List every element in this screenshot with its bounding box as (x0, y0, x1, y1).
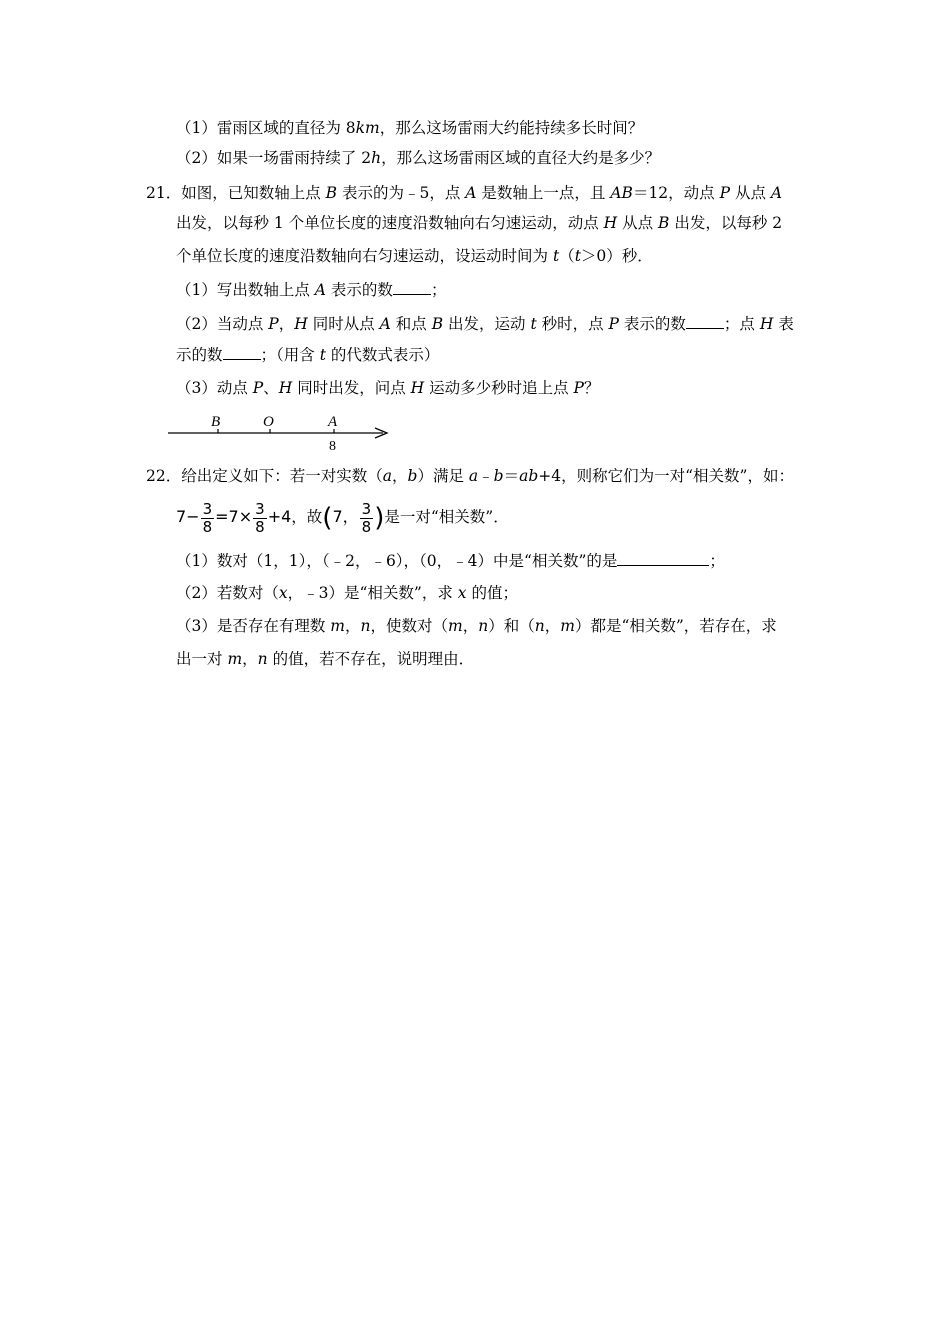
fraction: $\frac{3}{8}$ (255, 499, 265, 536)
q21-sub2: （2）当动点 P，H 同时从点 A 和点 B 出发，运动 t 秒时，点 P 表示的数 ；点 H 表 (176, 312, 794, 336)
label-o: O (263, 414, 274, 430)
q22-sub1: （1）数对（1，1），（﹣2，﹣6），（0，﹣4）中是“相关数”的是 ； (176, 549, 725, 573)
question-number: 21． (146, 184, 182, 202)
q21-stem-line2: 出发，以每秒 1 个单位长度的速度沿数轴向右匀速运动，动点 H 从点 B 出发，以每秒 2 (176, 214, 783, 232)
answer-blank[interactable] (617, 549, 709, 566)
q21-sub1: （1）写出数轴上点 A 表示的数 ； (176, 278, 446, 302)
q22-stem-line1: 22．给出定义如下：若一对实数（a，b）满足 a﹣b＝ab+4，则称它们为一对“相关数”，如： (146, 467, 794, 485)
answer-blank[interactable] (686, 312, 724, 329)
q22-example: 7− $\frac{3}{8}$ =7× $\frac{3}{8}$ +4，故(7， $\frac{3}{8}$ )是一对“相关数”． (176, 499, 509, 536)
q21-stem-line1: 21．如图，已知数轴上点 B 表示的为﹣5，点 A 是数轴上一点，且 AB＝12，动点 P 从点 A (146, 184, 783, 202)
q22-sub3: （3）是否存在有理数 m，n，使数对（m，n）和（n，m）都是“相关数”，若存在，求 (176, 617, 777, 635)
label-b: B (211, 414, 221, 430)
fraction: $\frac{3}{8}$ (202, 499, 213, 536)
label-a: A (328, 414, 338, 430)
q21-sub2-cont: 示的数 ；（用含 t 的代数式表示） (176, 343, 439, 367)
q21-sub3: （3）动点 P、H 同时出发，问点 H 运动多少秒时追上点 P？ (176, 379, 600, 397)
answer-blank[interactable] (223, 343, 261, 360)
answer-blank[interactable] (393, 278, 431, 295)
question-number: 22． (146, 467, 182, 485)
q20-sub1: （1）雷雨区域的直径为 8km，那么这场雷雨大约能持续多长时间？ (176, 119, 644, 137)
q22-sub3-cont: 出一对 m，n 的值，若不存在，说明理由． (176, 650, 475, 668)
fraction: $\frac{3}{8}$ (361, 499, 372, 536)
number-line-figure (165, 408, 395, 454)
label-a-value: 8 (329, 439, 336, 454)
q22-sub2: （2）若数对（x，﹣3）是“相关数”，求 x 的值； (176, 584, 518, 602)
q20-sub2: （2）如果一场雷雨持续了 2h，那么这场雷雨区域的直径大约是多少？ (176, 149, 661, 167)
q21-stem-line3: 个单位长度的速度沿数轴向右匀速运动，设运动时间为 t（t＞0）秒． (176, 247, 653, 265)
